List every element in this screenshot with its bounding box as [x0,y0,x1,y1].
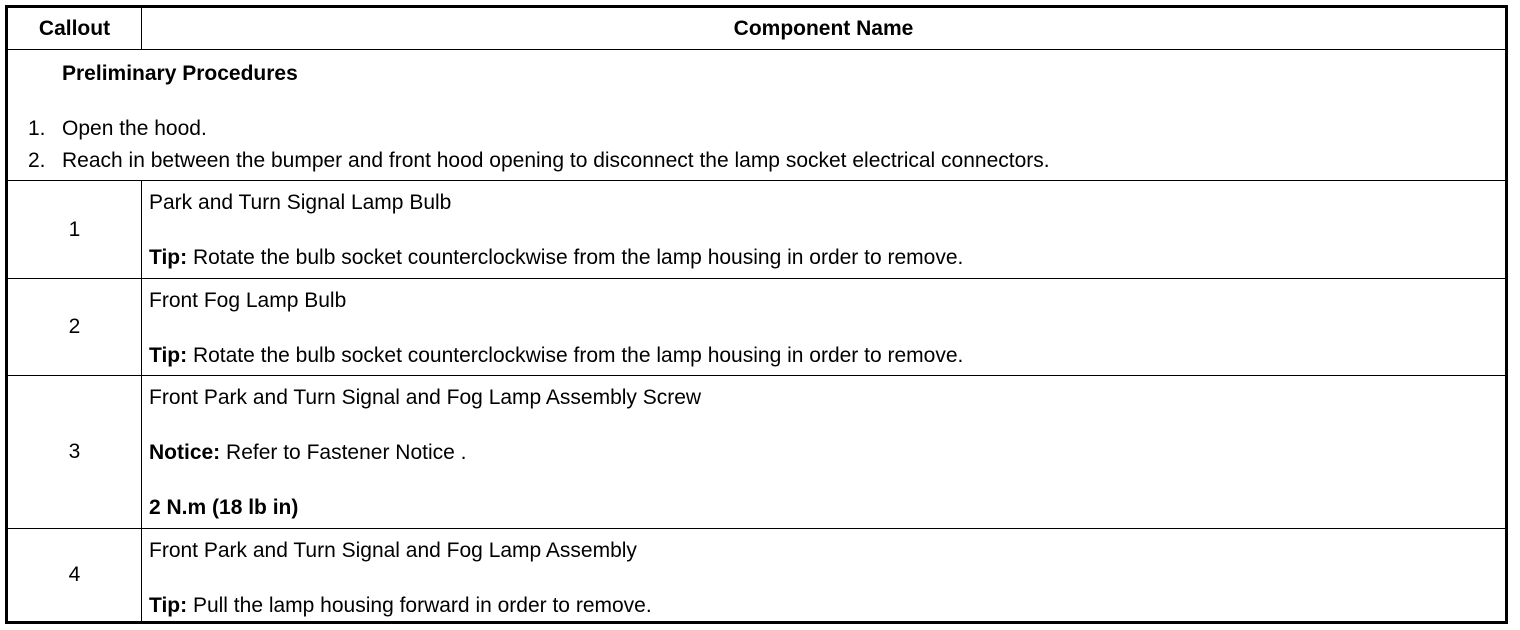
note-text: Rotate the bulb socket counterclockwise from the lamp housing in order to remove. [192,246,964,269]
component-cell [142,376,1505,528]
table-row [8,376,1505,529]
torque-spec: 2 N.m (18 lb in) [149,496,299,519]
note-separator: : [180,344,193,367]
note-line [149,594,652,618]
note-label: Tip [149,344,181,367]
note-label: Notice: [149,441,221,464]
component-name: Front Fog Lamp Bulb [149,289,347,312]
callout-number: 3 [8,376,142,528]
note-line [149,246,963,270]
step-text: Reach in between the bumper and front hood opening to disconnect the lamp socket electrical connectors. [62,149,1050,172]
callout-number: 1 [8,181,142,278]
note-label: Tip [149,594,181,617]
component-name: Front Park and Turn Signal and Fog Lamp Assembly Screw [149,386,702,409]
note-line [149,441,466,465]
component-cell [142,279,1505,375]
component-cell [142,181,1505,278]
note-text: Rotate the bulb socket counterclockwise from the lamp housing in order to remove. [192,344,964,367]
callout-number: 4 [8,529,142,621]
note-text: Pull the lamp housing forward in order to remove. [192,594,652,617]
table-row [8,181,1505,279]
component-name: Front Park and Turn Signal and Fog Lamp Assembly [149,539,637,562]
step-number: 1. [28,117,46,140]
preliminary-procedures-row [8,50,1505,181]
note-line [149,344,963,368]
note-separator: : [180,246,193,269]
component-name-column-header: Component Name [733,16,914,40]
callout-number: 2 [8,279,142,375]
component-name: Park and Turn Signal Lamp Bulb [149,191,452,214]
note-text: Refer to Fastener Notice . [226,441,467,464]
table-row [8,529,1505,621]
component-cell [142,529,1505,621]
callout-column-header: Callout [8,8,142,49]
step-number: 2. [28,149,46,172]
note-separator: : [180,594,193,617]
table-row [8,279,1505,376]
note-label: Tip [149,246,181,269]
preliminary-procedures-title: Preliminary Procedures [62,62,298,85]
procedure-table [5,5,1508,624]
step-text: Open the hood. [62,117,207,140]
table-header-row [8,8,1505,50]
